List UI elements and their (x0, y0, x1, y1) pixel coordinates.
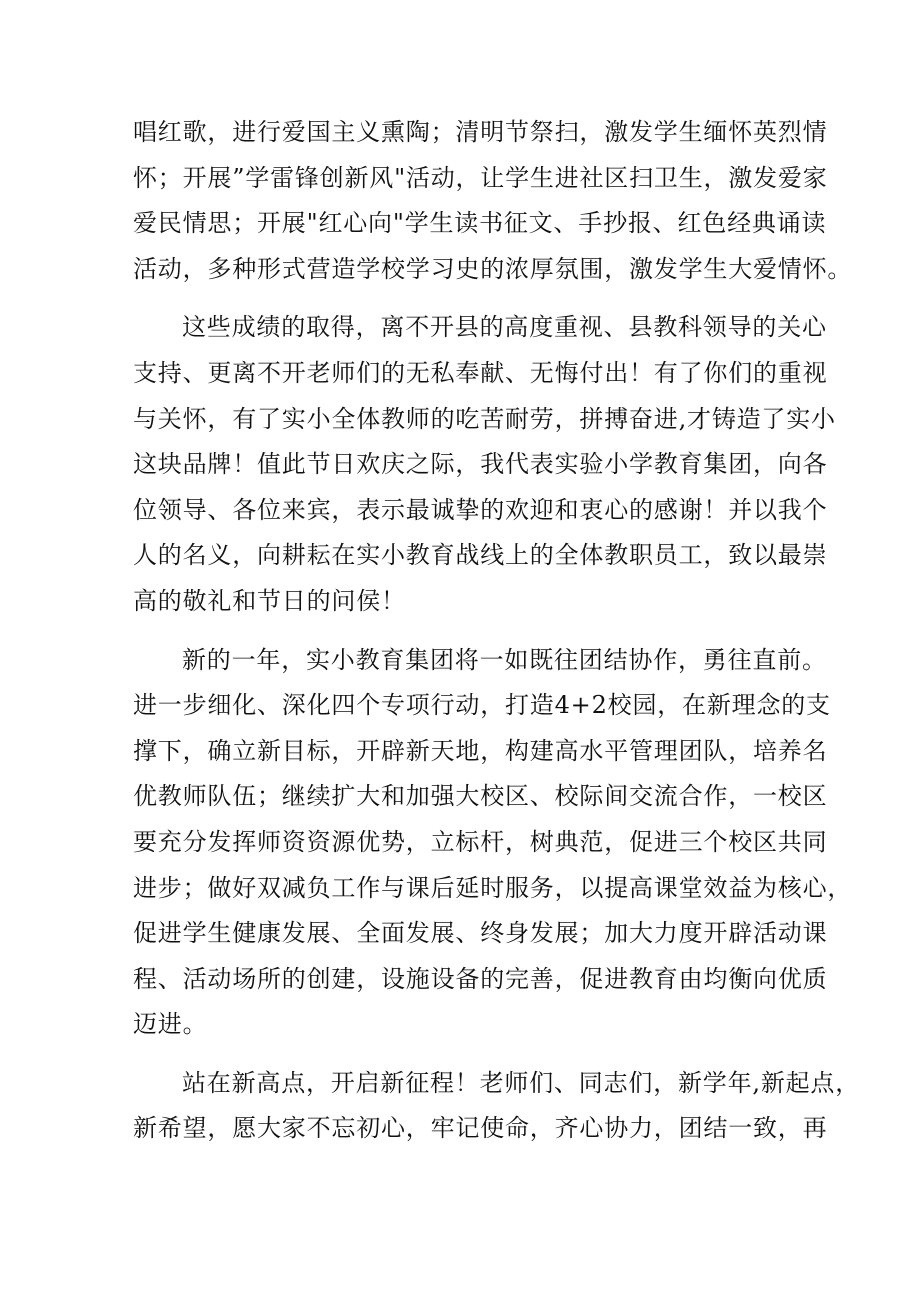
paragraph-line: 进一步细化、深化四个专项行动，打造4+2校园，在新理念的支 (133, 691, 831, 720)
paragraph-2 (133, 305, 836, 624)
paragraph-line: 促进学生健康发展、全面发展、终身发展；加大力度开辟活动课 (133, 919, 828, 948)
paragraph-first-line: 这些成绩的取得，离不开县的高度重视、县教科领导的关心 (182, 313, 827, 342)
paragraph-4 (133, 1061, 861, 1152)
paragraph-line: 要充分发挥师资资源优势，立标杆，树典范，促进三个校区共同 (133, 827, 828, 856)
paragraph-1 (133, 110, 853, 292)
paragraph-line: 怀；开展”学雷锋创新风"活动，让学生进社区扫卫生，激发爱家 (133, 163, 828, 192)
paragraph-line: 这块品牌！值此节日欢庆之际，我代表实验小学教育集团，向各 (133, 450, 828, 479)
paragraph-gap (133, 292, 793, 305)
paragraph-line: 高的敬礼和节日的问侯！ (133, 586, 406, 615)
paragraph-gap (133, 625, 793, 638)
paragraph-line: 唱红歌，进行爱国主义熏陶；清明节祭扫，激发学生缅怀英烈情 (133, 118, 828, 146)
paragraph-3 (133, 638, 853, 1048)
paragraph-line: 迈进。 (133, 1010, 208, 1039)
paragraph-line: 爱民情思；开展"红心向"学生读书征文、手抄报、红色经典诵读 (133, 209, 827, 238)
paragraph-line: 位领导、各位来宾，表示最诚挚的欢迎和衷心的感谢！并以我个 (133, 495, 828, 524)
paragraph-first-line: 新的一年，实小教育集团将一如既往团结协作，勇往直前。 (182, 645, 827, 674)
paragraph-line: 优教师队伍；继续扩大和加强大校区、校际间交流合作，一校区 (133, 782, 828, 811)
paragraph-gap (133, 1048, 793, 1061)
paragraph-line: 支持、更离不开老师们的无私奉献、无悔付出！有了你们的重视 (133, 358, 828, 387)
paragraph-line: 新希望，愿大家不忘初心，牢记使命，齐心协力，团结一致，再 (133, 1114, 828, 1143)
paragraph-line: 活动，多种形式营造学校学习史的浓厚氛围，激发学生大爱情怀。 (133, 254, 853, 283)
document-body (133, 110, 861, 1152)
paragraph-line: 进步；做好双减负工作与课后延时服务，以提高课堂效益为核心， (133, 873, 853, 902)
paragraph-line: 程、活动场所的创建，设施设备的完善，促进教育由均衡向优质 (133, 964, 828, 993)
paragraph-line: 撑下，确立新目标，开辟新天地，构建高水平管理团队，培养名 (133, 736, 828, 765)
paragraph-line: 人的名义，向耕耘在实小教育战线上的全体教职员工，致以最崇 (133, 541, 828, 570)
paragraph-first-line: 站在新高点，开启新征程！老师们、同志们，新学年,新起点， (182, 1068, 861, 1097)
paragraph-line: 与关怀，有了实小全体教师的吃苦耐劳，拼搏奋进,才铸造了实小 (133, 404, 836, 433)
